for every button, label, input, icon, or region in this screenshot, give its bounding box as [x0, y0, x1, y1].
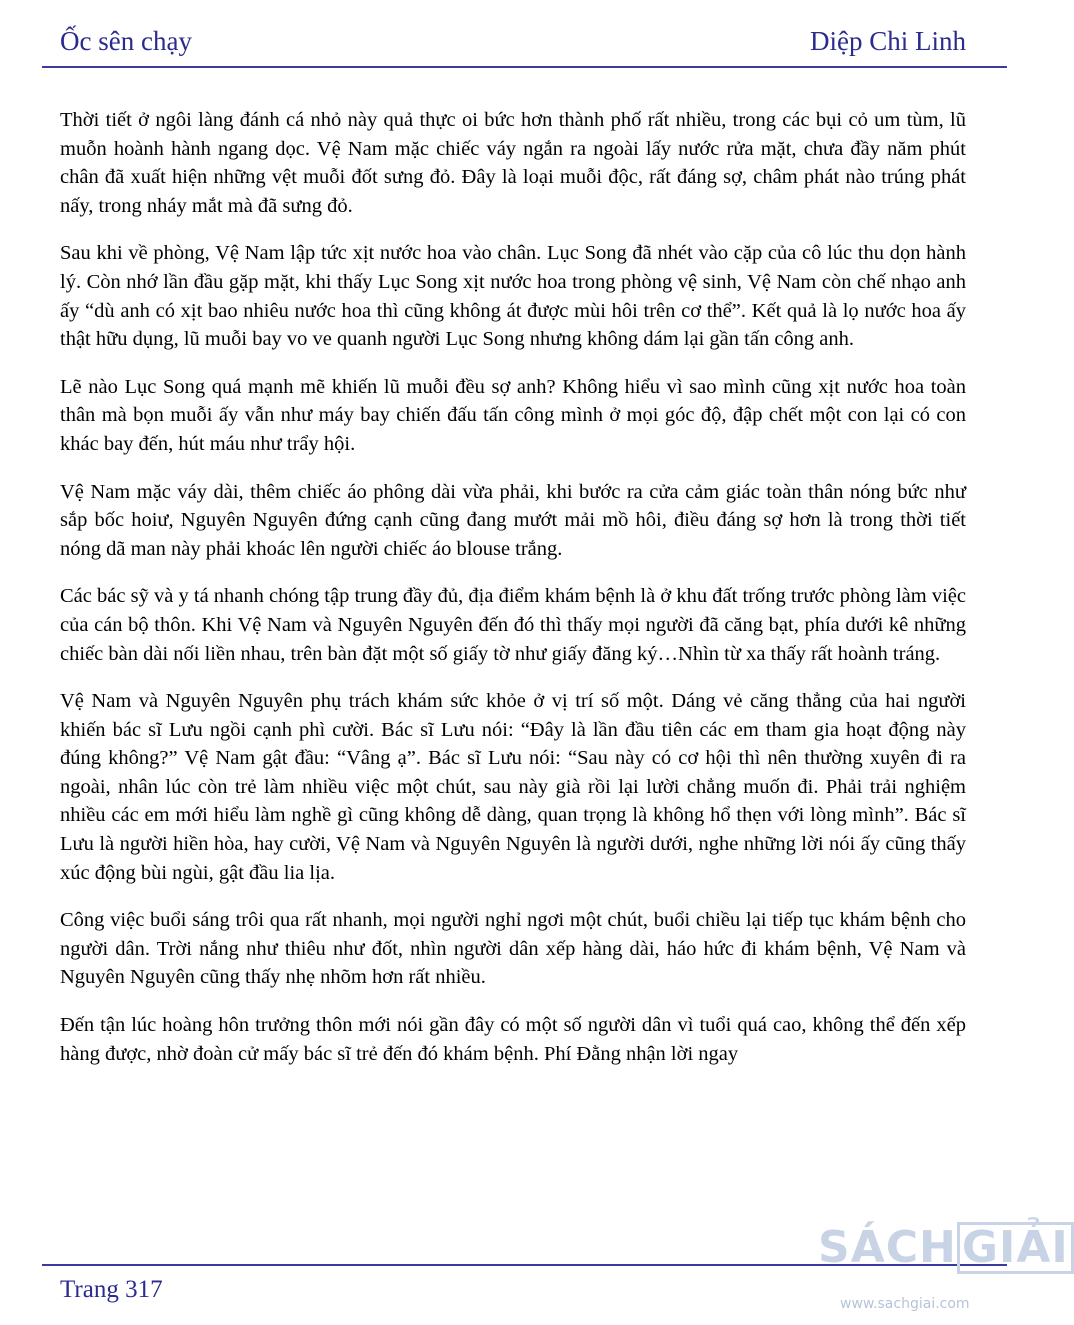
book-title: Ốc sên chạy	[60, 26, 192, 56]
page-header	[60, 26, 966, 62]
paragraph: Thời tiết ở ngôi làng đánh cá nhỏ này quả thực oi bức hơn thành phố rất nhiều, trong các bụi cỏ um tùm, lũ muỗn hoành hành ngang dọc. Vệ Nam mặc chiếc váy ngắn ra ngoài lấy nước rửa mặt, chưa đầy năm phút chân đã xuất hiện những vệt muỗi đốt sưng đỏ. Đây là loại muỗi độc, rất đáng sợ, châm phát nào trúng phát nấy, trong nháy mắt mà đã sưng đỏ.	[60, 109, 966, 217]
watermark-logo-part2: GIẢI	[957, 1222, 1074, 1274]
paragraph: Vệ Nam mặc váy dài, thêm chiếc áo phông dài vừa phải, khi bước ra cửa cảm giác toàn thân nóng bức như sắp bốc hoiư, Nguyên Nguyên đứng cạnh cũng đang mướt mải mồ hôi, điều đáng sợ hơn là trong thời tiết nóng dã man này phải khoác lên người chiếc áo blouse trắng.	[60, 480, 966, 560]
watermark-logo-part1: SÁCH	[818, 1222, 957, 1273]
paragraph: Sau khi về phòng, Vệ Nam lập tức xịt nước hoa vào chân. Lục Song đã nhét vào cặp của cô lúc thu dọn hành lý. Còn nhớ lần đầu gặp mặt, khi thấy Lục Song xịt nước hoa trong phòng vệ sinh, Vệ Nam còn chế nhạo anh ấy “dù anh có xịt bao nhiêu nước hoa thì cũng không át được mùi hôi trên cơ thể”. Kết quả là lọ nước hoa ấy thật hữu dụng, lũ muỗi bay vo ve quanh người Lục Song nhưng không dám lại gần tấn công anh.	[60, 242, 966, 351]
paragraph: Đến tận lúc hoàng hôn trưởng thôn mới nói gần đây có một số người dân vì tuổi quá cao, không thể đến xếp hàng được, nhờ đoàn cử mấy bác sĩ trẻ đến đó khám bệnh. Phí Đằng nhận lời ngay	[60, 1014, 966, 1065]
body-text	[60, 106, 966, 1087]
paragraph: Vệ Nam và Nguyên Nguyên phụ trách khám sức khỏe ở vị trí số một. Dáng vẻ căng thẳng của hai người khiến bác sĩ Lưu ngồi cạnh phì cười. Bác sĩ Lưu nói: “Đây là lần đầu tiên các em tham gia hoạt động này đúng không?” Vệ Nam gật đầu: “Vâng ạ”. Bác sĩ Lưu nói: “Sau này có cơ hội thì nên thường xuyên đi ra ngoài, nhân lúc còn trẻ làm nhiều việc một chút, sau này già rồi lại lười chẳng muốn đi. Phải trải nghiệm nhiều các em mới hiểu làm nghề gì cũng không dễ dàng, quan trọng là không hổ thẹn với lòng mình”. Bác sĩ Lưu là người hiền hòa, hay cười, Vệ Nam và Nguyên Nguyên là người dưới, nghe những lời nói ấy cũng thấy xúc động bùi ngùi, gật đầu lia lịa.	[60, 690, 966, 884]
watermark-logo	[818, 1214, 1069, 1324]
page-number: Trang 317	[60, 1276, 163, 1303]
author-name: Diệp Chi Linh	[810, 26, 966, 56]
watermark-url: www.sachgiai.com	[840, 1296, 970, 1312]
paragraph: Lẽ nào Lục Song quá mạnh mẽ khiến lũ muỗi đều sợ anh? Không hiểu vì sao mình cũng xịt nước hoa toàn thân mà bọn muỗi ấy vẫn như máy bay chiến đấu tấn công mình ở mọi góc độ, đập chết một con lại có con khác bay đến, hút máu như trẩy hội.	[60, 375, 966, 455]
paragraph: Công việc buổi sáng trôi qua rất nhanh, mọi người nghỉ ngơi một chút, buổi chiều lại tiếp tục khám bệnh cho người dân. Trời nắng như thiêu như đốt, nhìn người dân xếp hàng dài, háo hức đi khám bệnh, Vệ Nam và Nguyên Nguyên cũng thấy nhẹ nhõm hơn rất nhiều.	[60, 909, 966, 989]
header-divider	[42, 66, 1007, 68]
paragraph: Các bác sỹ và y tá nhanh chóng tập trung đầy đủ, địa điểm khám bệnh là ở khu đất trống trước phòng làm việc của cán bộ thôn. Khi Vệ Nam và Nguyên Nguyên đến đó thì thấy mọi người đã căng bạt, phía dưới kê những chiếc bàn dài nối liền nhau, trên bàn đặt một số giấy tờ như giấy đăng ký…Nhìn từ xa thấy rất hoành tráng.	[60, 585, 966, 665]
watermark-logo-text	[818, 1222, 1074, 1274]
